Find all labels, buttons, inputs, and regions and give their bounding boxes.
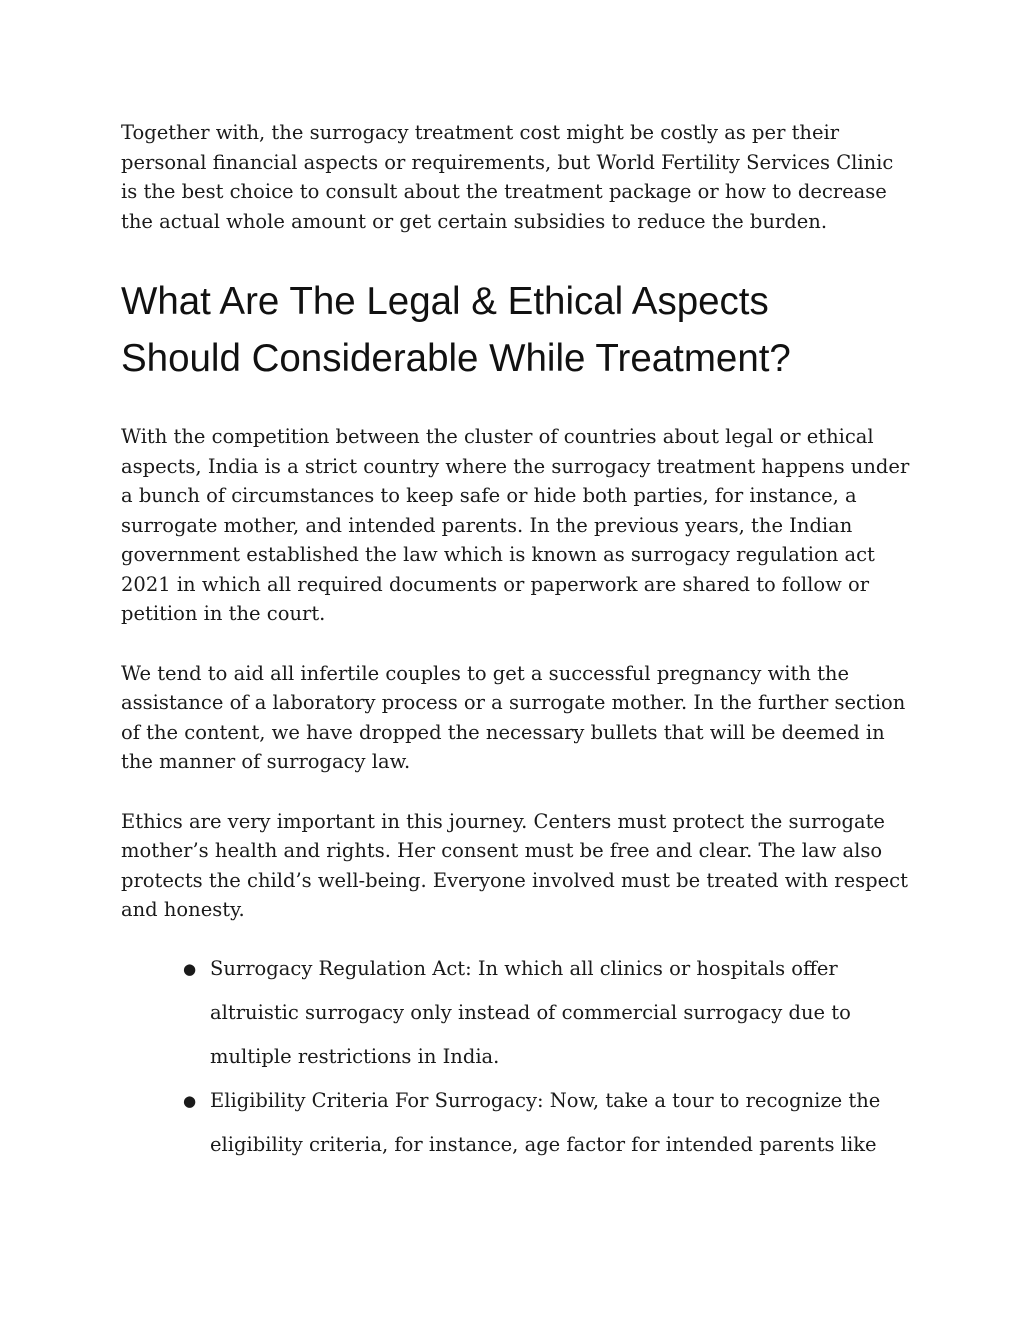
bullet-icon: ● <box>183 959 197 978</box>
body-paragraph-legal: With the competition between the cluster of countries about legal or ethical aspects, India is a strict country where the surrogacy treatment happens under a bunch of circumstances to keep safe or hide both parties, for instance, a surrogate mother, and intended parents. In the previous years, the Indian government established the law which is known as surrogacy regulation act 2021 in which all required documents or paperwork are shared to follow or petition in the court. <box>121 425 910 625</box>
document-page <box>121 118 921 1167</box>
list-item <box>121 1079 890 1167</box>
section-heading <box>121 273 921 387</box>
list-item <box>121 947 870 1079</box>
intro-paragraph: Together with, the surrogacy treatment cost might be costly as per their personal financial aspects or requirements, but World Fertility Services Clinic is the best choice to consult about the treatment package or how to decrease the actual whole amount or get certain subsidies to reduce the burden. <box>121 121 894 233</box>
section-heading-line-2: Should Considerable While Treatment? <box>121 337 791 380</box>
body-paragraph-ethics: Ethics are very important in this journey. Centers must protect the surrogate mother’s health and rights. Her consent must be free and clear. The law also protects the child’s well-being. Everyone involved must be treated with respect and honesty. <box>121 809 908 921</box>
body-paragraph-aid: We tend to aid all infertile couples to get a successful pregnancy with the assistance of a laboratory process or a surrogate mother. In the further section of the content, we have dropped the necessary bullets that will be deemed in the manner of surrogacy law. <box>121 661 906 773</box>
section-heading-line-1: What Are The Legal & Ethical Aspects <box>121 280 769 323</box>
bullet-list <box>121 947 901 1167</box>
list-item-text: Eligibility Criteria For Surrogacy: Now, take a tour to recognize the eligibility criteria, for instance, age factor for intended parents like <box>210 1088 881 1156</box>
bullet-icon: ● <box>183 1091 197 1110</box>
list-item-text: Surrogacy Regulation Act: In which all clinics or hospitals offer altruistic surrogacy only instead of commercial surrogacy due to multiple restrictions in India. <box>210 956 851 1068</box>
